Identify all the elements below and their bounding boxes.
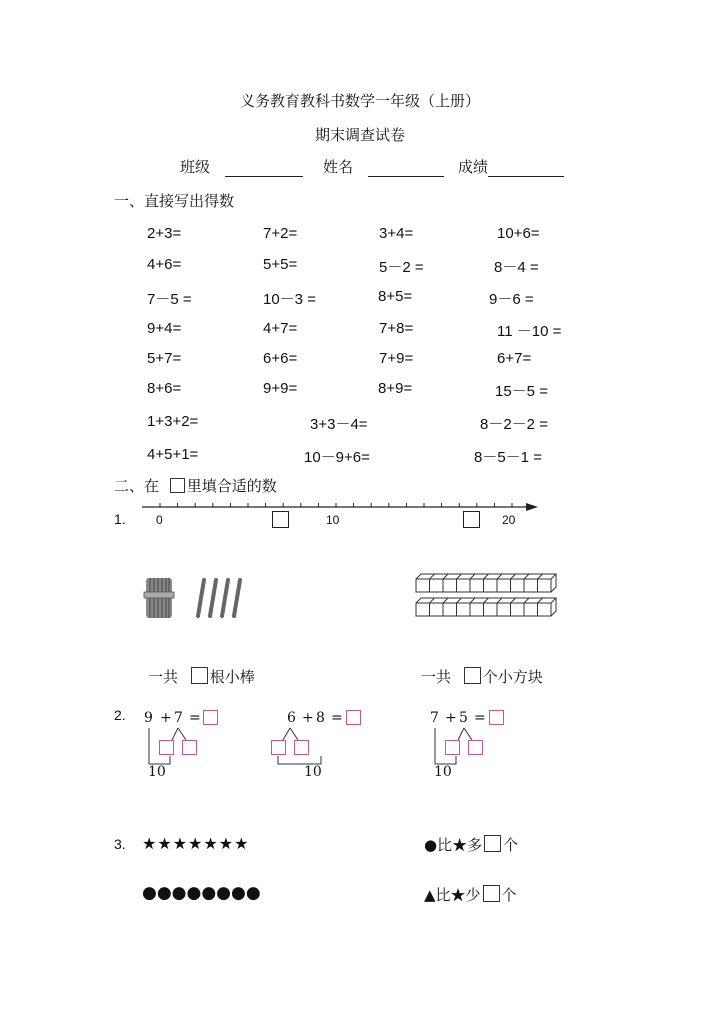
split-box-2[interactable]	[294, 740, 309, 755]
split-lines	[271, 708, 341, 768]
compare-triangles-box[interactable]	[483, 885, 500, 902]
decomposition-item	[430, 708, 530, 783]
single-sticks-icon	[198, 580, 240, 616]
problem: 5+7=	[147, 350, 182, 367]
split-box-1[interactable]	[445, 740, 460, 755]
problem: 3+3－4=	[310, 416, 368, 433]
problem: 5+5=	[263, 256, 298, 273]
number-line-box-2[interactable]	[463, 511, 480, 528]
operator: +	[302, 710, 314, 726]
problem: 15－5 =	[495, 383, 548, 400]
section2-heading-post: 里填合适的数	[186, 477, 277, 495]
stick-bundle-illustration	[142, 574, 252, 622]
decomposition-item	[144, 708, 234, 783]
paper-subtitle: 期末调查试卷	[314, 126, 405, 144]
problem: 6+6=	[263, 350, 298, 367]
tick-label-0: 0	[156, 513, 163, 527]
problem: 4+7=	[263, 320, 298, 337]
sum-box[interactable]	[489, 710, 504, 725]
problem: 10－3 =	[263, 291, 316, 308]
compare-circles-box[interactable]	[484, 835, 501, 852]
q3-number: 3.	[114, 836, 126, 852]
addend-b: 5	[459, 710, 468, 726]
section1-heading: 一、直接写出得数	[114, 192, 235, 210]
name-blank[interactable]	[368, 162, 444, 177]
problem: 4+6=	[147, 256, 182, 273]
compare-circles-question	[424, 834, 518, 855]
class-blank[interactable]	[225, 162, 303, 177]
score-label: 成绩	[458, 158, 489, 176]
problem: 3+4=	[379, 225, 414, 242]
q2-number: 2.	[114, 707, 126, 723]
problem: 8+5=	[378, 288, 413, 305]
paper-title: 义务教育教科书数学一年级（上册）	[239, 92, 480, 110]
problem: 11 －10 =	[497, 323, 562, 340]
compare-circles-pre: ●比★多	[424, 836, 483, 854]
split-box-1[interactable]	[159, 740, 174, 755]
tick-label-10: 10	[326, 513, 340, 527]
sticks-post: 根小棒	[209, 668, 255, 686]
sticks-answer-box[interactable]	[191, 667, 208, 684]
class-label: 班级	[180, 158, 211, 176]
name-label: 姓名	[323, 158, 354, 176]
blocks-answer-box[interactable]	[464, 667, 481, 684]
problem: 8－5－1 =	[474, 449, 542, 466]
tick-label-20: 20	[502, 513, 516, 527]
blocks-post: 个小方块	[482, 668, 543, 686]
number-line	[140, 498, 550, 530]
blocks-pre: 一共	[421, 668, 452, 686]
split-box-2[interactable]	[468, 740, 483, 755]
problem: 8－4 =	[494, 259, 539, 276]
problem: 7+2=	[263, 225, 298, 242]
cube-rods-illustration	[414, 573, 564, 623]
equals: =	[189, 710, 201, 726]
circles-row: ●●●●●●●●	[142, 883, 261, 903]
problem: 5－2 =	[379, 259, 424, 276]
sticks-question	[148, 666, 255, 687]
compare-circles-post: 个	[503, 836, 519, 854]
problem: 2+3=	[147, 225, 182, 242]
split-box-1[interactable]	[271, 740, 286, 755]
problem: 7+8=	[379, 320, 414, 337]
problem: 1+3+2=	[147, 413, 199, 430]
problem: 10+6=	[497, 225, 540, 242]
equals: =	[474, 710, 486, 726]
addend-b: 7	[174, 710, 183, 726]
answer-box-icon	[170, 478, 185, 493]
cube-rod-icon	[416, 574, 556, 592]
problem: 9+4=	[147, 320, 182, 337]
cube-rod-icon	[416, 598, 556, 616]
problem: 4+5+1=	[147, 446, 199, 463]
score-field	[458, 156, 564, 177]
compare-triangles-pre: ▲比★少	[424, 886, 481, 904]
section2-heading	[114, 475, 277, 496]
sum-box[interactable]	[346, 710, 361, 725]
problem: 10－9+6=	[304, 449, 370, 466]
ten-label: 10	[434, 764, 452, 780]
ten-label: 10	[148, 764, 166, 780]
name-field	[323, 156, 444, 177]
split-box-2[interactable]	[182, 740, 197, 755]
problem: 7－5 =	[147, 291, 192, 308]
problem: 9－6 =	[489, 291, 534, 308]
compare-triangles-post: 个	[501, 886, 517, 904]
problem: 8+6=	[147, 380, 182, 397]
addend-a: 6	[287, 710, 296, 726]
addend-a: 7	[430, 710, 439, 726]
class-field	[180, 156, 303, 177]
problem: 8－2－2 =	[480, 416, 548, 433]
operator: +	[160, 710, 172, 726]
problem: 9+9=	[263, 380, 298, 397]
score-blank[interactable]	[488, 162, 564, 177]
problem: 7+9=	[379, 350, 414, 367]
split-lines	[430, 708, 490, 768]
number-line-box-1[interactable]	[272, 511, 289, 528]
problem: 8+9=	[378, 380, 413, 397]
ten-label: 10	[304, 764, 322, 780]
split-lines	[144, 708, 204, 768]
operator: +	[445, 710, 457, 726]
blocks-question	[421, 666, 543, 687]
addend-a: 9	[144, 710, 153, 726]
stick-bundle-icon	[144, 578, 174, 618]
equals: =	[331, 710, 343, 726]
stars-row: ★★★★★★★	[142, 834, 250, 853]
section2-heading-pre: 二、在	[114, 477, 160, 495]
problem: 6+7=	[497, 350, 532, 367]
sum-box[interactable]	[203, 710, 218, 725]
addend-b: 8	[316, 710, 325, 726]
sticks-pre: 一共	[148, 668, 179, 686]
decomposition-item	[271, 708, 371, 783]
q1-number: 1.	[114, 511, 126, 527]
compare-triangles-question	[424, 884, 517, 905]
